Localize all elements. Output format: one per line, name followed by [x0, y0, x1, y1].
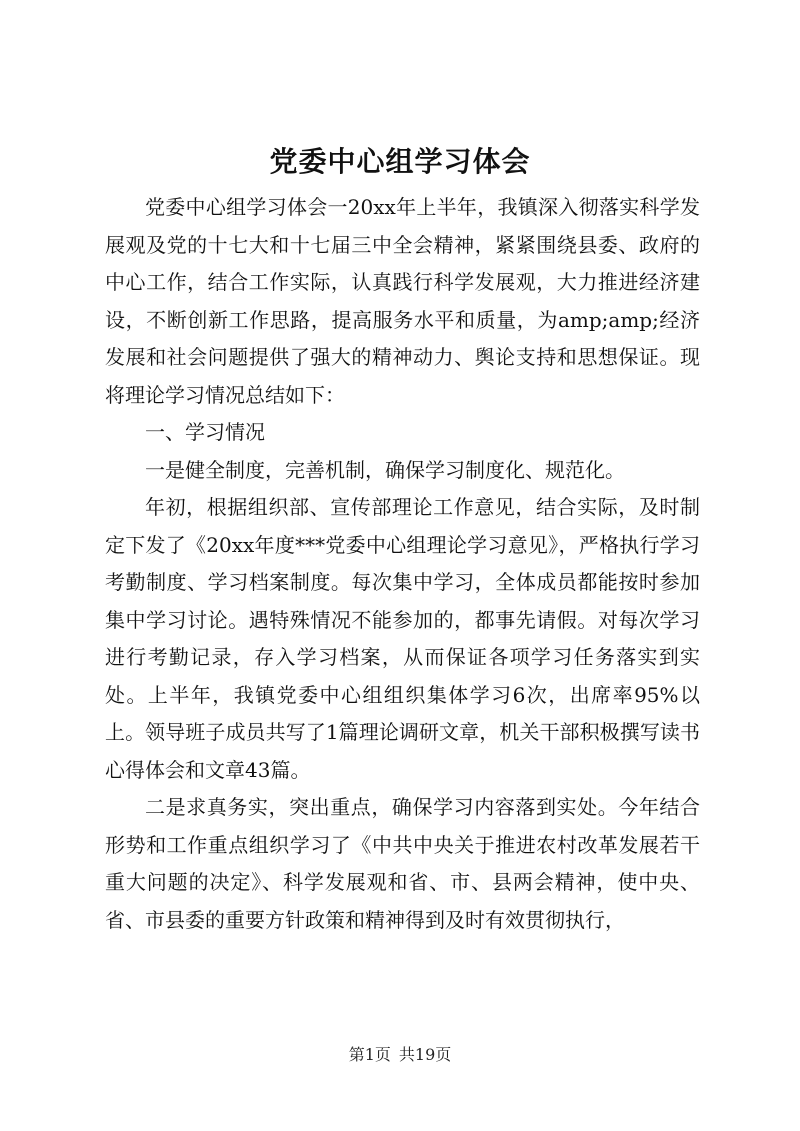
paragraph-point-two: 二是求真务实，突出重点，确保学习内容落到实处。今年结合形势和工作重点组织学习了《中共中央关于推进农村改革发展若干重大问题的决定》、科学发展观和省、市、县两会精神，使中央、省、市县委的重要方针政策和精神得到及时有效贯彻执行， — [105, 795, 700, 932]
page-footer — [0, 1044, 800, 1066]
page-total: 共19页 — [398, 1045, 452, 1064]
paragraph-point-one: 一是健全制度，完善机制，确保学习制度化、规范化。 — [145, 457, 625, 482]
paragraph-details-one: 年初，根据组织部、宣传部理论工作意见，结合实际，及时制定下发了《20xx年度***党委中心组理论学习意见》，严格执行学习考勤制度、学习档案制度。每次集中学习，全体成员都能按时参加集中学习讨论。遇特殊情况不能参加的，都事先请假。对每次学习进行考勤记录，存入学习档案，从而保证各项学习任务落实到实处。上半年，我镇党委中心组组织集体学习6次，出席率95%以上。领导班子成员共写了1篇理论调研文章，机关干部积极撰写读书心得体会和文章43篇。 — [105, 495, 700, 782]
page-number: 第1页 — [348, 1045, 391, 1064]
document-title: 党委中心组学习体会 — [269, 145, 531, 178]
paragraph-intro: 党委中心组学习体会一20xx年上半年，我镇深入彻落实科学发展观及党的十七大和十七届三中全会精神，紧紧围绕县委、政府的中心工作，结合工作实际，认真践行科学发展观，大力推进经济建设，不断创新工作思路，提高服务水平和质量，为amp;amp;经济发展和社会问题提供了强大的精神动力、舆论支持和思想保证。现将理论学习情况总结如下： — [105, 195, 700, 407]
section-heading-study: 一、学习情况 — [145, 420, 265, 444]
document-body — [105, 189, 700, 939]
